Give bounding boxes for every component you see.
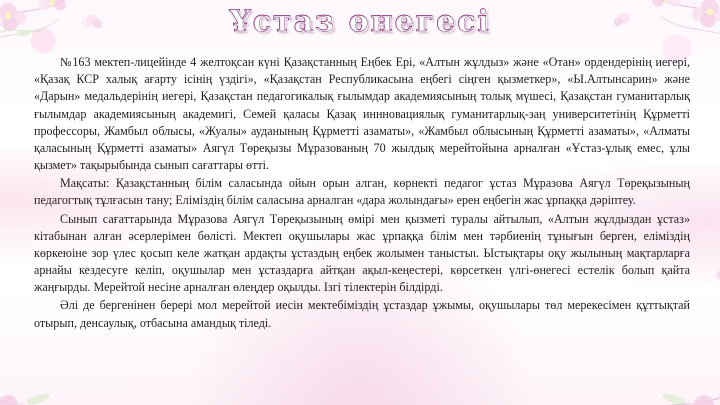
page-title: Ұстаз өнегесі: [229, 4, 491, 39]
floral-decoration-icon: [0, 321, 208, 405]
slide-title-container: [0, 0, 720, 48]
slide-body-text: [34, 54, 690, 332]
paragraph-1: №163 мектеп-лицейінде 4 желтоқсан күні Қазақстанның Еңбек Ері, «Алтын жұлдыз» және «Отан» ордендерінің иегері, «Қазақ КСР халық ағарту ісінің үздігі», «Қазақстан Республикасына еңбегі сіңген қызметкер», «Ы.Алтынсарин» және «Дарын» медальдерінің иегері, Қазақстан педагогикалық ғылымдар академиясының толық мүшесі, Қазақстан гуманитарлық ғылымдар академиясының академигі, Семей қаласы Қазақ иннновациялық гуманитарлық-заң университетінің Құрметті профессоры, Жамбыл облысы, «Жуалы» ауданының Құрметті азаматы», «Жамбыл облысының Құрметті азаматы», «Алматы қаласының Құрметті азаматы» Аягүл Төреқызы Мұразованың 70 жылдық мерейтойына арналған «Ұстаз-ұлық емес, ұлы қызмет» тақырыбында сынып сағаттары өтті.: [34, 55, 690, 173]
paragraph-2: Мақсаты: Қазақстанның білім саласында ойын орын алган, көрнекті педагог ұстаз Мұразова Аягүл Төреқызының педагогтық тұлғасын тану; Еліміздің білім саласына арналган «дара жолындағы» ерен еңбегін жас ұрпаққа дәріптеу.: [34, 176, 690, 208]
paragraph-3: Сынып сағаттарында Мұразова Аягүл Төреқызының өмірі мен қызметі туралы айтылып, «Алтын жұлдыздан ұстаз» кітабынан алған әсерлерімен бөлісті. Мектеп оқушылары жас ұрпаққа білім мен тәрбиенің тұнығын берген, еліміздің көркеюіне зор үлес қосып келе жатқан ардақты ұстаздың еңбек жолымен таныстыι. Ыстықтары оқу жылының мақтарларға арнайы кездесуге келіп, оқушылар мен ұстаздарға айтқан ақыл-кеңестері, көрсеткен үлгі-өнегесі естелік болып қайта жаңғырды. Мерейтой несіне арналған өлеңдер оқылды. Ізгі тілектерін білдірді.: [34, 211, 690, 295]
floral-decoration-icon: [508, 319, 720, 405]
paragraph-4: Әлі де бергенінен берері мол мерейтой иесін мектебіміздің ұстаздар ұжымы, оқушылары төл мерекесімен құттықтай отырып, денсаулық, отбасына амандық тіледі.: [34, 298, 690, 330]
